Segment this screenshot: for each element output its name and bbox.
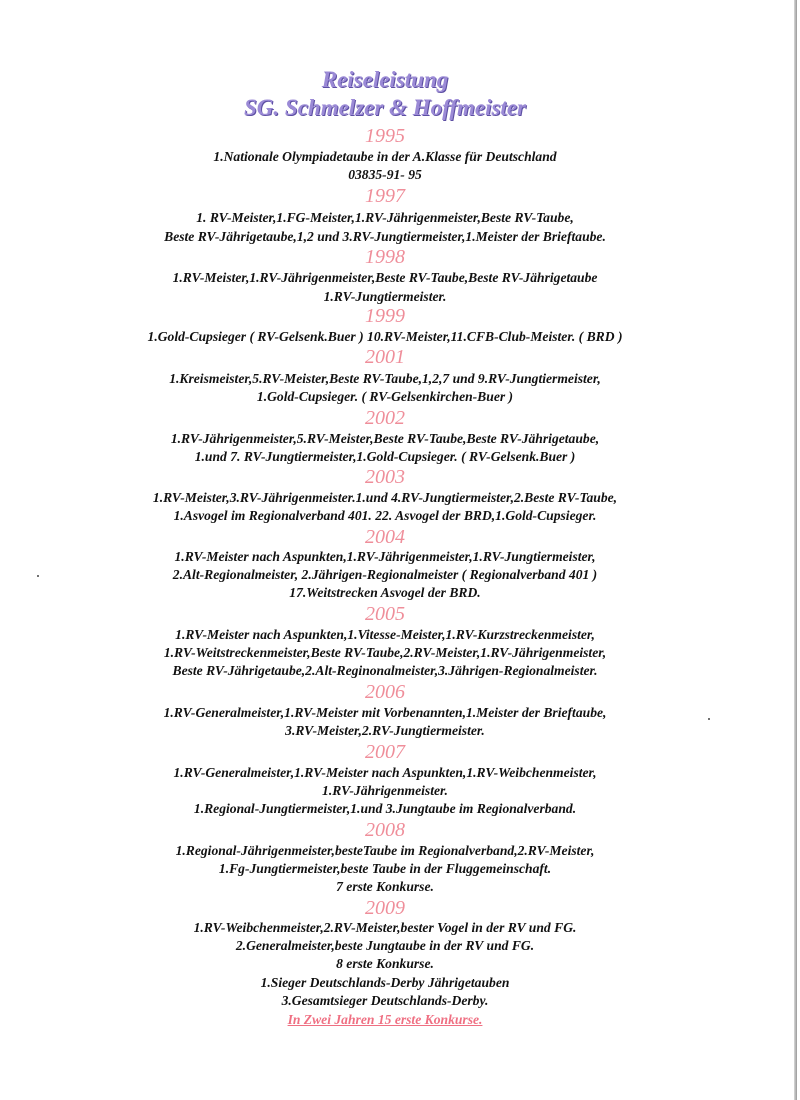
entry-line: 2.Alt-Regionalmeister, 2.Jährigen-Regionalmeister ( Regionalverband 401 ) bbox=[172, 567, 598, 582]
entry-line: 1.RV-Weibchenmeister,2.RV-Meister,bester Vogel in der RV und FG. bbox=[193, 920, 577, 935]
year-heading: 1998 bbox=[365, 246, 405, 268]
entry-line: 1.Sieger Deutschlands-Derby Jährigetauben bbox=[260, 975, 510, 990]
year-heading: 2005 bbox=[365, 603, 405, 625]
year-heading: 2006 bbox=[365, 681, 405, 703]
year-heading: 1999 bbox=[365, 305, 405, 327]
entry-line: 17.Weitstrecken Asvogel der BRD. bbox=[289, 585, 481, 600]
entry-line: 1.Gold-Cupsieger ( RV-Gelsenk.Buer ) 10.RV-Meister,11.CFB-Club-Meister. ( BRD ) bbox=[147, 329, 623, 344]
year-heading: 2008 bbox=[365, 819, 405, 841]
entry-line: 1.RV-Meister,3.RV-Jährigenmeister.1.und 4.RV-Jungtiermeister,2.Beste RV-Taube, bbox=[152, 490, 618, 505]
title-line-2: SG. Schmelzer & Hoffmeister bbox=[244, 95, 526, 120]
entry-line: 1.RV-Weitstreckenmeister,Beste RV-Taube,2.RV-Meister,1.RV-Jährigenmeister, bbox=[163, 645, 607, 660]
entry-line: Beste RV-Jährigetaube,2.Alt-Reginonalmeister,3.Jährigen-Regionalmeister. bbox=[172, 663, 598, 678]
year-heading: 2003 bbox=[365, 466, 405, 488]
entry-line: 1.RV-Meister nach Aspunkten,1.RV-Jährigenmeister,1.RV-Jungtiermeister, bbox=[174, 549, 596, 564]
year-heading: 2004 bbox=[365, 526, 405, 548]
entry-line: Beste RV-Jährigetaube,1,2 und 3.RV-Jungtiermeister,1.Meister der Brieftaube. bbox=[164, 229, 606, 244]
entry-line: 1.RV-Meister nach Aspunkten,1.Vitesse-Meister,1.RV-Kurzstreckenmeister, bbox=[175, 627, 595, 642]
scan-speck bbox=[708, 718, 710, 720]
entry-line: 1.Nationale Olympiadetaube in der A.Klasse für Deutschland bbox=[213, 149, 557, 164]
entry-line: 8 erste Konkurse. bbox=[336, 956, 434, 971]
entry-line: 2.Generalmeister,beste Jungtaube in der RV und FG. bbox=[235, 938, 535, 953]
entry-line: 1.Fg-Jungtiermeister,beste Taube in der Fluggemeinschaft. bbox=[218, 861, 552, 876]
entry-line: 3.RV-Meister,2.RV-Jungtiermeister. bbox=[285, 723, 485, 738]
year-heading: 2009 bbox=[365, 897, 405, 919]
entry-line: 1.Regional-Jungtiermeister,1.und 3.Jungtaube im Regionalverband. bbox=[193, 801, 577, 816]
title-line-1: Reiseleistung bbox=[321, 67, 449, 92]
year-heading: 2007 bbox=[365, 741, 405, 763]
year-heading: 1995 bbox=[365, 125, 405, 147]
entry-line: 1.RV-Generalmeister,1.RV-Meister nach Aspunkten,1.RV-Weibchenmeister, bbox=[173, 765, 597, 780]
entry-line: 1.RV-Generalmeister,1.RV-Meister mit Vorbenannten,1.Meister der Brieftaube, bbox=[163, 705, 607, 720]
scan-edge bbox=[794, 0, 797, 1100]
entry-line: 1.RV-Meister,1.RV-Jährigenmeister,Beste RV-Taube,Beste RV-Jährigetaube bbox=[172, 270, 598, 285]
footer-summary: In Zwei Jahren 15 erste Konkurse. bbox=[287, 1012, 483, 1027]
entry-line: 1.Kreismeister,5.RV-Meister,Beste RV-Taube,1,2,7 und 9.RV-Jungtiermeister, bbox=[169, 371, 601, 386]
entry-line: 1.Gold-Cupsieger. ( RV-Gelsenkirchen-Buer ) bbox=[256, 389, 514, 404]
entry-line: 1.RV-Jährigenmeister,5.RV-Meister,Beste RV-Taube,Beste RV-Jährigetaube, bbox=[170, 431, 600, 446]
year-heading: 2002 bbox=[365, 407, 405, 429]
entry-line: 3.Gesamtsieger Deutschlands-Derby. bbox=[281, 993, 489, 1008]
year-heading: 2001 bbox=[365, 346, 405, 368]
entry-line: 1.und 7. RV-Jungtiermeister,1.Gold-Cupsieger. ( RV-Gelsenk.Buer ) bbox=[194, 449, 576, 464]
year-heading: 1997 bbox=[365, 185, 405, 207]
entry-line: 1.RV-Jungtiermeister. bbox=[323, 289, 447, 304]
entry-line: 7 erste Konkurse. bbox=[336, 879, 434, 894]
entry-line: 1.Asvogel im Regionalverband 401. 22. Asvogel der BRD,1.Gold-Cupsieger. bbox=[173, 508, 597, 523]
scan-speck bbox=[37, 575, 39, 577]
entry-line: 1. RV-Meister,1.FG-Meister,1.RV-Jährigenmeister,Beste RV-Taube, bbox=[196, 210, 574, 225]
entry-line: 1.RV-Jährigenmeister. bbox=[322, 783, 448, 798]
entry-line: 1.Regional-Jährigenmeister,besteTaube im Regionalverband,2.RV-Meister, bbox=[175, 843, 595, 858]
entry-line: 03835-91- 95 bbox=[348, 167, 422, 182]
